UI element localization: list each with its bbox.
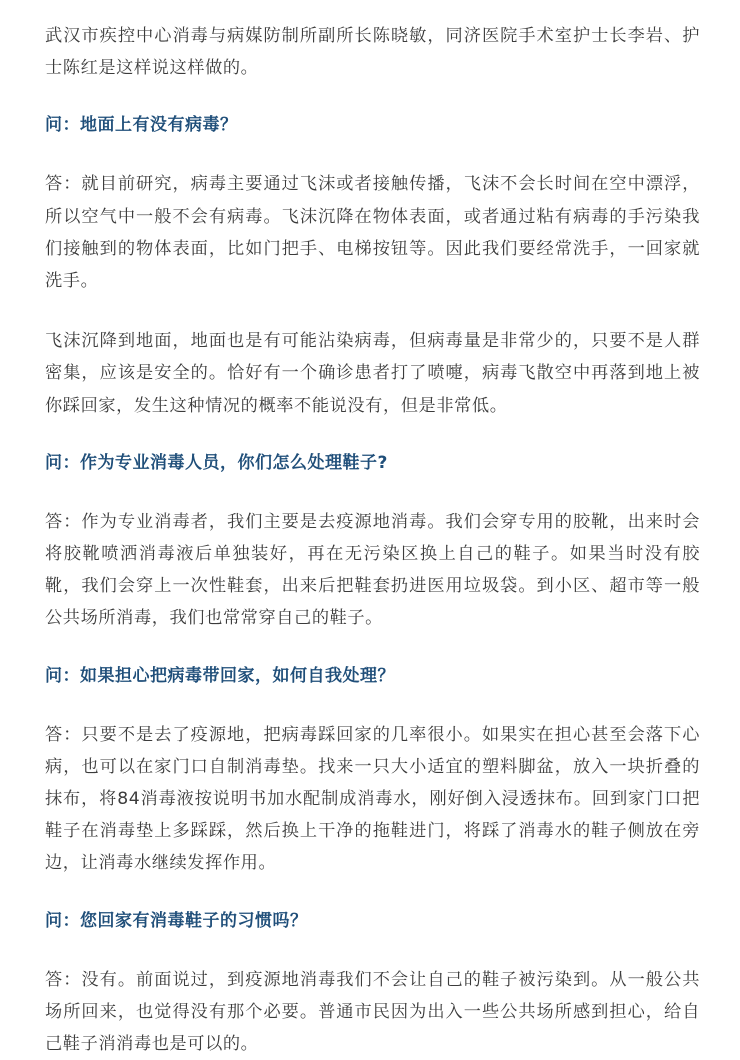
spacer [45,478,700,506]
spacer [45,422,700,448]
spacer [45,635,700,661]
spacer [45,297,700,325]
question-3: 问：如果担心把病毒带回家，如何自我处理？ [45,665,395,686]
answer-2-paragraph-1: 答：作为专业消毒者，我们主要是去疫源地消毒。我们会穿专用的胶靴，出来时会将胶靴喷洒消毒液后单独装好，再在无污染区换上自己的鞋子。如果当时没有胶靴，我们会穿上一次性鞋套，出来后把鞋套扔进医用垃圾袋。到小区、超市等一般公共场所消毒，我们也常常穿自己的鞋子。 [45,511,700,629]
spacer [45,936,700,964]
question-4: 问：您回家有消毒鞋子的习惯吗？ [45,910,308,931]
intro-paragraph: 武汉市疾控中心消毒与病媒防制所副所长陈晓敏，同济医院手术室护士长李岩、护士陈红是这样说这样做的。 [45,26,700,79]
spacer [45,691,700,719]
answer-1-paragraph-1: 答：就目前研究，病毒主要通过飞沫或者接触传播，飞沫不会长时间在空中漂浮，所以空气中一般不会有病毒。飞沫沉降在物体表面，或者通过粘有病毒的手污染我们接触到的物体表面，比如门把手、电梯按钮等。因此我们要经常洗手，一回家就洗手。 [45,174,700,292]
answer-3-paragraph-1: 答：只要不是去了疫源地，把病毒踩回家的几率很小。如果实在担心甚至会落下心病，也可以在家门口自制消毒垫。找来一只大小适宜的塑料脚盆，放入一块折叠的抹布，将84消毒液按说明书加水配制成消毒水，刚好倒入浸透抹布。回到家门口把鞋子在消毒垫上多踩踩，然后换上干净的拖鞋进门，将踩了消毒水的鞋子侧放在旁边，让消毒水继续发挥作用。 [45,724,700,874]
spacer [45,140,700,168]
spacer [45,880,700,906]
spacer [45,84,700,110]
question-2: 问：作为专业消毒人员，你们怎么处理鞋子? [45,452,388,473]
answer-1-paragraph-2: 飞沫沉降到地面，地面也是有可能沾染病毒，但病毒量是非常少的，只要不是人群密集，应该是安全的。恰好有一个确诊患者打了喷嚏，病毒飞散空中再落到地上被你踩回家，发生这种情况的概率不能说没有，但是非常低。 [45,331,700,416]
question-1: 问：地面上有没有病毒？ [45,115,238,136]
answer-4-paragraph-1: 答：没有。前面说过，到疫源地消毒我们不会让自己的鞋子被污染到。从一般公共场所回来，也觉得没有那个必要。普通市民因为出入一些公共场所感到担心，给自己鞋子消消毒也是可以的。 [45,969,700,1055]
